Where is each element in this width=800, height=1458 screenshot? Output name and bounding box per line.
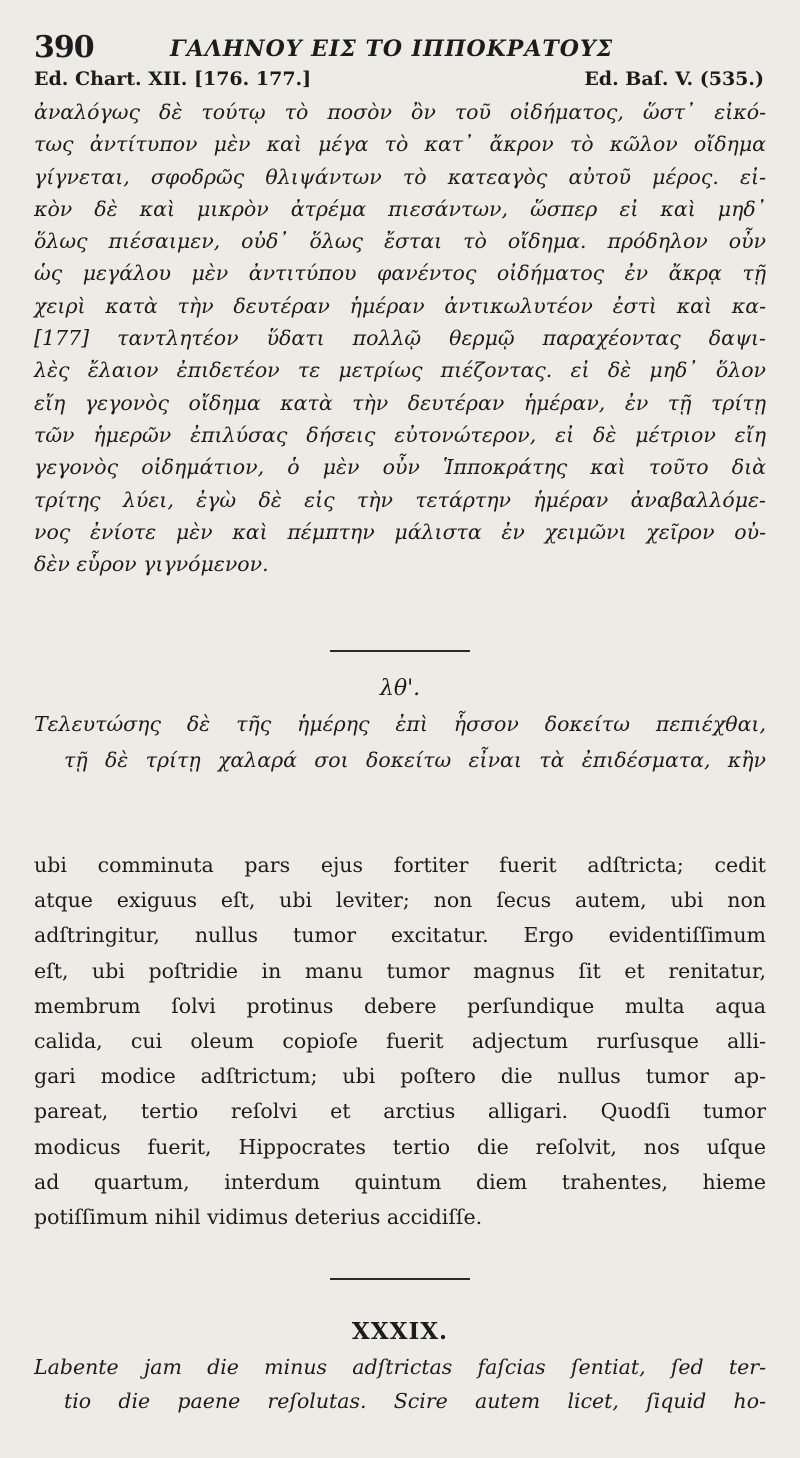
latin-line: pareat, tertio reſolvi et arctius alligari. Quodſi tumor bbox=[34, 1099, 766, 1124]
latin-aphorism-line: tio die paene reſolutas. Scire autem licet, ſiquid ho- bbox=[64, 1389, 766, 1413]
latin-line: eſt, ubi poſtridie in manu tumor magnus ſit et renitatur, bbox=[34, 958, 766, 983]
latin-line: potiſſimum nihil vidimus deterius accidiſſe. bbox=[34, 1205, 483, 1230]
greek-aphorism-line: τῇ δὲ τρίτῃ χαλαρά σοι δοκείτω εἶναι τὰ ἐπιδέσματα, κἢν bbox=[64, 748, 766, 772]
greek-line: τρίτης λύει, ἐγὼ δὲ εἰς τὴν τετάρτην ἡμέραν ἀναβαλλόμε- bbox=[34, 487, 766, 512]
greek-line: γίγνεται, σφοδρῶς θλιψάντων τὸ κατεαγὸς αὐτοῦ μέρος. εἰ- bbox=[34, 164, 766, 189]
page-number: 390 bbox=[34, 30, 94, 65]
greek-line: δὲν εὗρον γιγνόμενον. bbox=[34, 552, 269, 577]
latin-aphorism bbox=[34, 1350, 766, 1418]
edition-basel-reference: Ed. Baſ. V. (535.) bbox=[584, 68, 764, 90]
greek-line: τως ἀντίτυπον μὲν καὶ μέγα τὸ κατ᾽ ἄκρον τὸ κῶλον οἴδημα bbox=[34, 132, 766, 157]
greek-line: ὡς μεγάλου μὲν ἀντιτύπου φανέντος οἰδήματος ἐν ἄκρᾳ τῇ bbox=[34, 261, 766, 286]
greek-commentary bbox=[34, 96, 766, 580]
latin-line: ad quartum, interdum quintum diem trahentes, hieme bbox=[34, 1169, 766, 1194]
latin-translation bbox=[34, 848, 766, 1235]
section-divider bbox=[330, 650, 470, 652]
greek-line: γεγονὸς οἰδημάτιον, ὁ μὲν οὖν Ἱπποκράτης καὶ τοῦτο διὰ bbox=[34, 455, 766, 480]
edition-chart-reference: Ed. Chart. XII. [176. 177.] bbox=[34, 68, 312, 90]
greek-line: χειρὶ κατὰ τὴν δευτέραν ἡμέραν ἀντικωλυτέον ἐστὶ καὶ κα- bbox=[34, 293, 766, 318]
latin-line: calida, cui oleum copioſe fuerit adjectum rurſusque alli- bbox=[34, 1029, 766, 1054]
latin-line: adſtringitur, nullus tumor excitatur. Ergo evidentiſſimum bbox=[34, 923, 766, 948]
greek-line: κὸν δὲ καὶ μικρὸν ἀτρέμα πιεσάντων, ὥσπερ εἰ καὶ μηδ᾽ bbox=[34, 196, 766, 221]
section-divider bbox=[330, 1278, 470, 1280]
greek-line: νος ἐνίοτε μὲν καὶ πέμπτην μάλιστα ἐν χειμῶνι χεῖρον οὐ- bbox=[34, 519, 766, 544]
edition-reference bbox=[34, 66, 764, 96]
latin-line: gari modice adſtrictum; ubi poſtero die nullus tumor ap- bbox=[34, 1064, 766, 1089]
greek-aphorism bbox=[34, 706, 766, 778]
greek-line: εἴη γεγονὸς οἴδημα κατὰ τὴν δευτέραν ἡμέραν, ἐν τῇ τρίτῃ bbox=[34, 390, 766, 415]
greek-line: τῶν ἡμερῶν ἐπιλύσας δήσεις εὐτονώτερον, εἰ δὲ μέτριον εἴη bbox=[34, 422, 766, 447]
latin-line: ubi comminuta pars ejus fortiter fuerit adſtricta; cedit bbox=[34, 853, 766, 877]
latin-aphorism-line: Labente jam die minus adſtrictas faſcias ſentiat, ſed ter- bbox=[34, 1355, 766, 1379]
page-header bbox=[34, 28, 774, 68]
latin-line: modicus fuerit, Hippocrates tertio die reſolvit, nos uſque bbox=[34, 1134, 766, 1159]
greek-line: [177] ταντλητέον ὕδατι πολλῷ θερμῷ παραχέοντας δαψι- bbox=[34, 326, 766, 351]
greek-aphorism-line: Τελευτώσης δὲ τῆς ἡμέρης ἐπὶ ἧσσον δοκείτω πεπιέχθαι, bbox=[34, 712, 766, 736]
greek-line: ὅλως πιέσαιμεν, οὐδ᾽ ὅλως ἔσται τὸ οἴδημα. πρόδηλον οὖν bbox=[34, 229, 766, 254]
running-title: ΓΑΛΗΝΟΥ ΕΙΣ ΤΟ ΙΠΠΟΚΡΑΤΟΥΣ bbox=[170, 36, 614, 62]
latin-line: atque exiguus eſt, ubi leviter; non ſecus autem, ubi non bbox=[34, 888, 766, 913]
latin-line: membrum ſolvi protinus debere perſundique multa aqua bbox=[34, 993, 766, 1018]
latin-section-number: XXXIX. bbox=[351, 1318, 449, 1345]
greek-line: λὲς ἔλαιον ἐπιδετέον τε μετρίως πιέζοντας. εἰ δὲ μηδ᾽ ὅλον bbox=[34, 358, 766, 383]
greek-section-number: λθ'. bbox=[379, 676, 421, 701]
greek-line: ἀναλόγως δὲ τούτῳ τὸ ποσὸν ὂν τοῦ οἰδήματος, ὥστ᾽ εἰκό- bbox=[34, 100, 766, 124]
